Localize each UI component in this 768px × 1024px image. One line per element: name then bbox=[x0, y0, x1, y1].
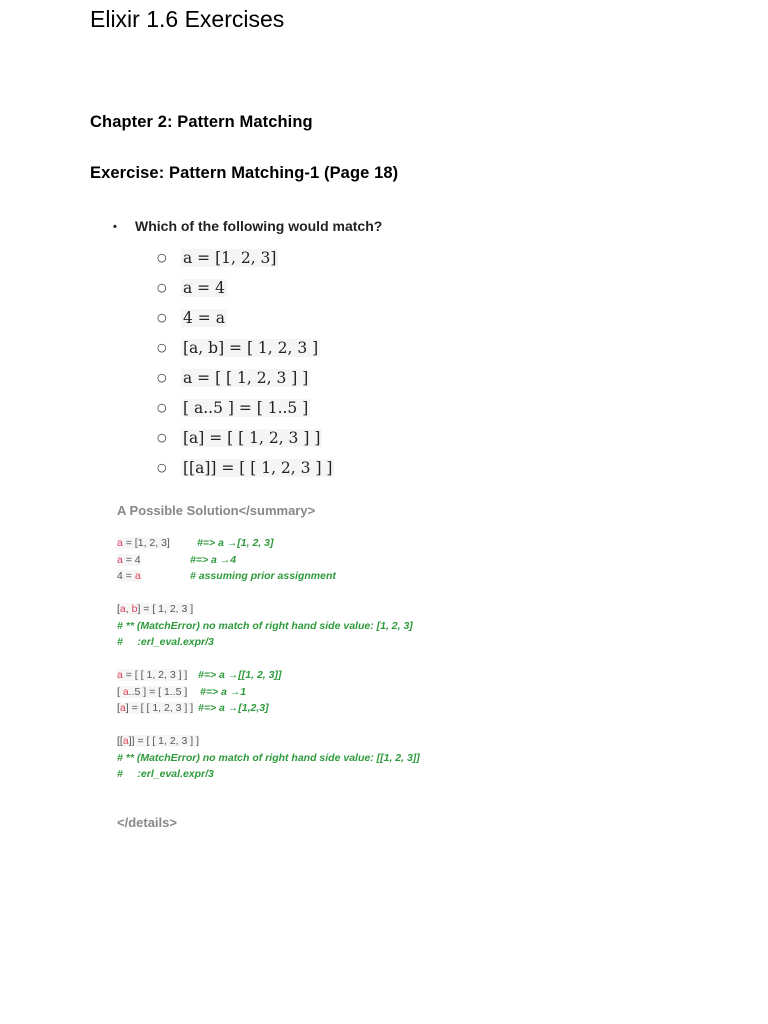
option-code: a = [1, 2, 3] bbox=[183, 249, 277, 267]
option-code: [[a]] = [ [ 1, 2, 3 ] ] bbox=[183, 459, 333, 477]
chapter-heading: Chapter 2: Pattern Matching bbox=[90, 113, 313, 131]
circle-bullet-icon: ○ bbox=[157, 401, 167, 414]
code-text: [ bbox=[117, 603, 120, 615]
code-comment: # assuming prior assignment bbox=[190, 570, 336, 582]
code-line bbox=[117, 750, 420, 767]
circle-bullet-icon: ○ bbox=[157, 341, 167, 354]
code-comment: # :erl_eval.expr/3 bbox=[117, 636, 214, 648]
option-code: 4 = a bbox=[183, 309, 225, 327]
document-title: Elixir 1.6 Exercises bbox=[90, 6, 285, 32]
option-item bbox=[157, 394, 334, 424]
variable-token: a bbox=[122, 735, 129, 747]
code-text: [ bbox=[117, 702, 120, 714]
code-line bbox=[117, 601, 413, 618]
code-expression bbox=[117, 686, 187, 698]
code-line bbox=[117, 634, 413, 651]
code-comment: #=> a →4 bbox=[190, 553, 237, 566]
code-expression bbox=[117, 537, 170, 549]
code-text: 4 = bbox=[117, 570, 135, 582]
code-text: = 4 bbox=[122, 553, 141, 566]
code-line bbox=[117, 667, 282, 684]
code-text: = [1, 2, 3] bbox=[122, 537, 170, 549]
code-block bbox=[117, 601, 413, 651]
option-item bbox=[157, 424, 334, 454]
option-item bbox=[157, 334, 334, 364]
code-comment: # :erl_eval.expr/3 bbox=[117, 768, 214, 780]
variable-token: a bbox=[117, 669, 123, 681]
code-line bbox=[117, 733, 420, 750]
code-expression bbox=[117, 735, 199, 747]
exercise-heading: Exercise: Pattern Matching-1 (Page 18) bbox=[90, 164, 399, 182]
code-text: ]] = [ [ 1, 2, 3 ] ] bbox=[128, 735, 200, 747]
option-item bbox=[157, 244, 334, 274]
option-code: a = [ [ 1, 2, 3 ] ] bbox=[183, 369, 309, 387]
code-comment: # ** (MatchError) no match of right hand side value: [[1, 2, 3]] bbox=[117, 751, 420, 764]
code-expression bbox=[117, 554, 141, 566]
code-text: ] = [ 1, 2, 3 ] bbox=[137, 603, 194, 615]
variable-token: a bbox=[119, 603, 126, 615]
code-text: = [ [ 1, 2, 3 ] ] bbox=[122, 669, 188, 681]
details-closing-tag: </details> bbox=[117, 815, 177, 830]
code-line bbox=[117, 684, 247, 701]
question-list-item bbox=[113, 218, 382, 234]
code-text: , bbox=[125, 603, 132, 615]
option-code: [a, b] = [ 1, 2, 3 ] bbox=[183, 339, 319, 357]
code-comment: #=> a →[1, 2, 3] bbox=[197, 537, 274, 549]
code-text: [[ bbox=[117, 735, 123, 747]
variable-token: a bbox=[122, 685, 129, 698]
code-line bbox=[117, 766, 420, 783]
variable-token: a bbox=[119, 702, 126, 714]
code-line bbox=[117, 535, 274, 552]
code-text: ] = [ [ 1, 2, 3 ] ] bbox=[125, 702, 194, 714]
circle-bullet-icon: ○ bbox=[157, 461, 167, 474]
circle-bullet-icon: ○ bbox=[157, 431, 167, 444]
answer-options-list bbox=[157, 244, 334, 484]
option-code: [ a..5 ] = [ 1..5 ] bbox=[183, 399, 309, 417]
variable-token: a bbox=[134, 570, 141, 582]
option-item bbox=[157, 274, 334, 304]
code-comment: #=> a →[[1, 2, 3]] bbox=[198, 669, 282, 681]
code-line bbox=[117, 700, 269, 717]
variable-token: b bbox=[131, 603, 138, 615]
code-block bbox=[117, 667, 282, 717]
code-expression bbox=[117, 570, 141, 582]
code-expression bbox=[117, 702, 193, 714]
code-text: [ bbox=[117, 685, 123, 698]
circle-bullet-icon: ○ bbox=[157, 311, 167, 324]
variable-token: a bbox=[117, 553, 123, 566]
question-text: Which of the following would match? bbox=[135, 218, 383, 234]
code-comment: # ** (MatchError) no match of right hand side value: [1, 2, 3] bbox=[117, 619, 413, 632]
code-line bbox=[117, 552, 237, 569]
option-code: a = 4 bbox=[183, 279, 225, 297]
variable-token: a bbox=[117, 537, 123, 549]
code-comment: #=> a →1 bbox=[200, 685, 247, 698]
code-expression bbox=[117, 669, 187, 681]
code-block bbox=[117, 535, 336, 585]
option-code: [a] = [ [ 1, 2, 3 ] ] bbox=[183, 429, 321, 447]
code-block bbox=[117, 733, 420, 783]
code-expression bbox=[117, 603, 193, 615]
solution-summary-toggle[interactable]: A Possible Solution</summary> bbox=[117, 503, 316, 518]
circle-bullet-icon: ○ bbox=[157, 371, 167, 384]
code-line bbox=[117, 568, 336, 585]
bullet-icon: • bbox=[113, 221, 117, 233]
option-item bbox=[157, 364, 334, 394]
circle-bullet-icon: ○ bbox=[157, 281, 167, 294]
code-text: ..5 ] = [ 1..5 ] bbox=[128, 685, 188, 698]
circle-bullet-icon: ○ bbox=[157, 251, 167, 264]
code-line bbox=[117, 618, 413, 635]
option-item bbox=[157, 454, 334, 484]
option-item bbox=[157, 304, 334, 334]
code-comment: #=> a →[1,2,3] bbox=[198, 702, 269, 714]
